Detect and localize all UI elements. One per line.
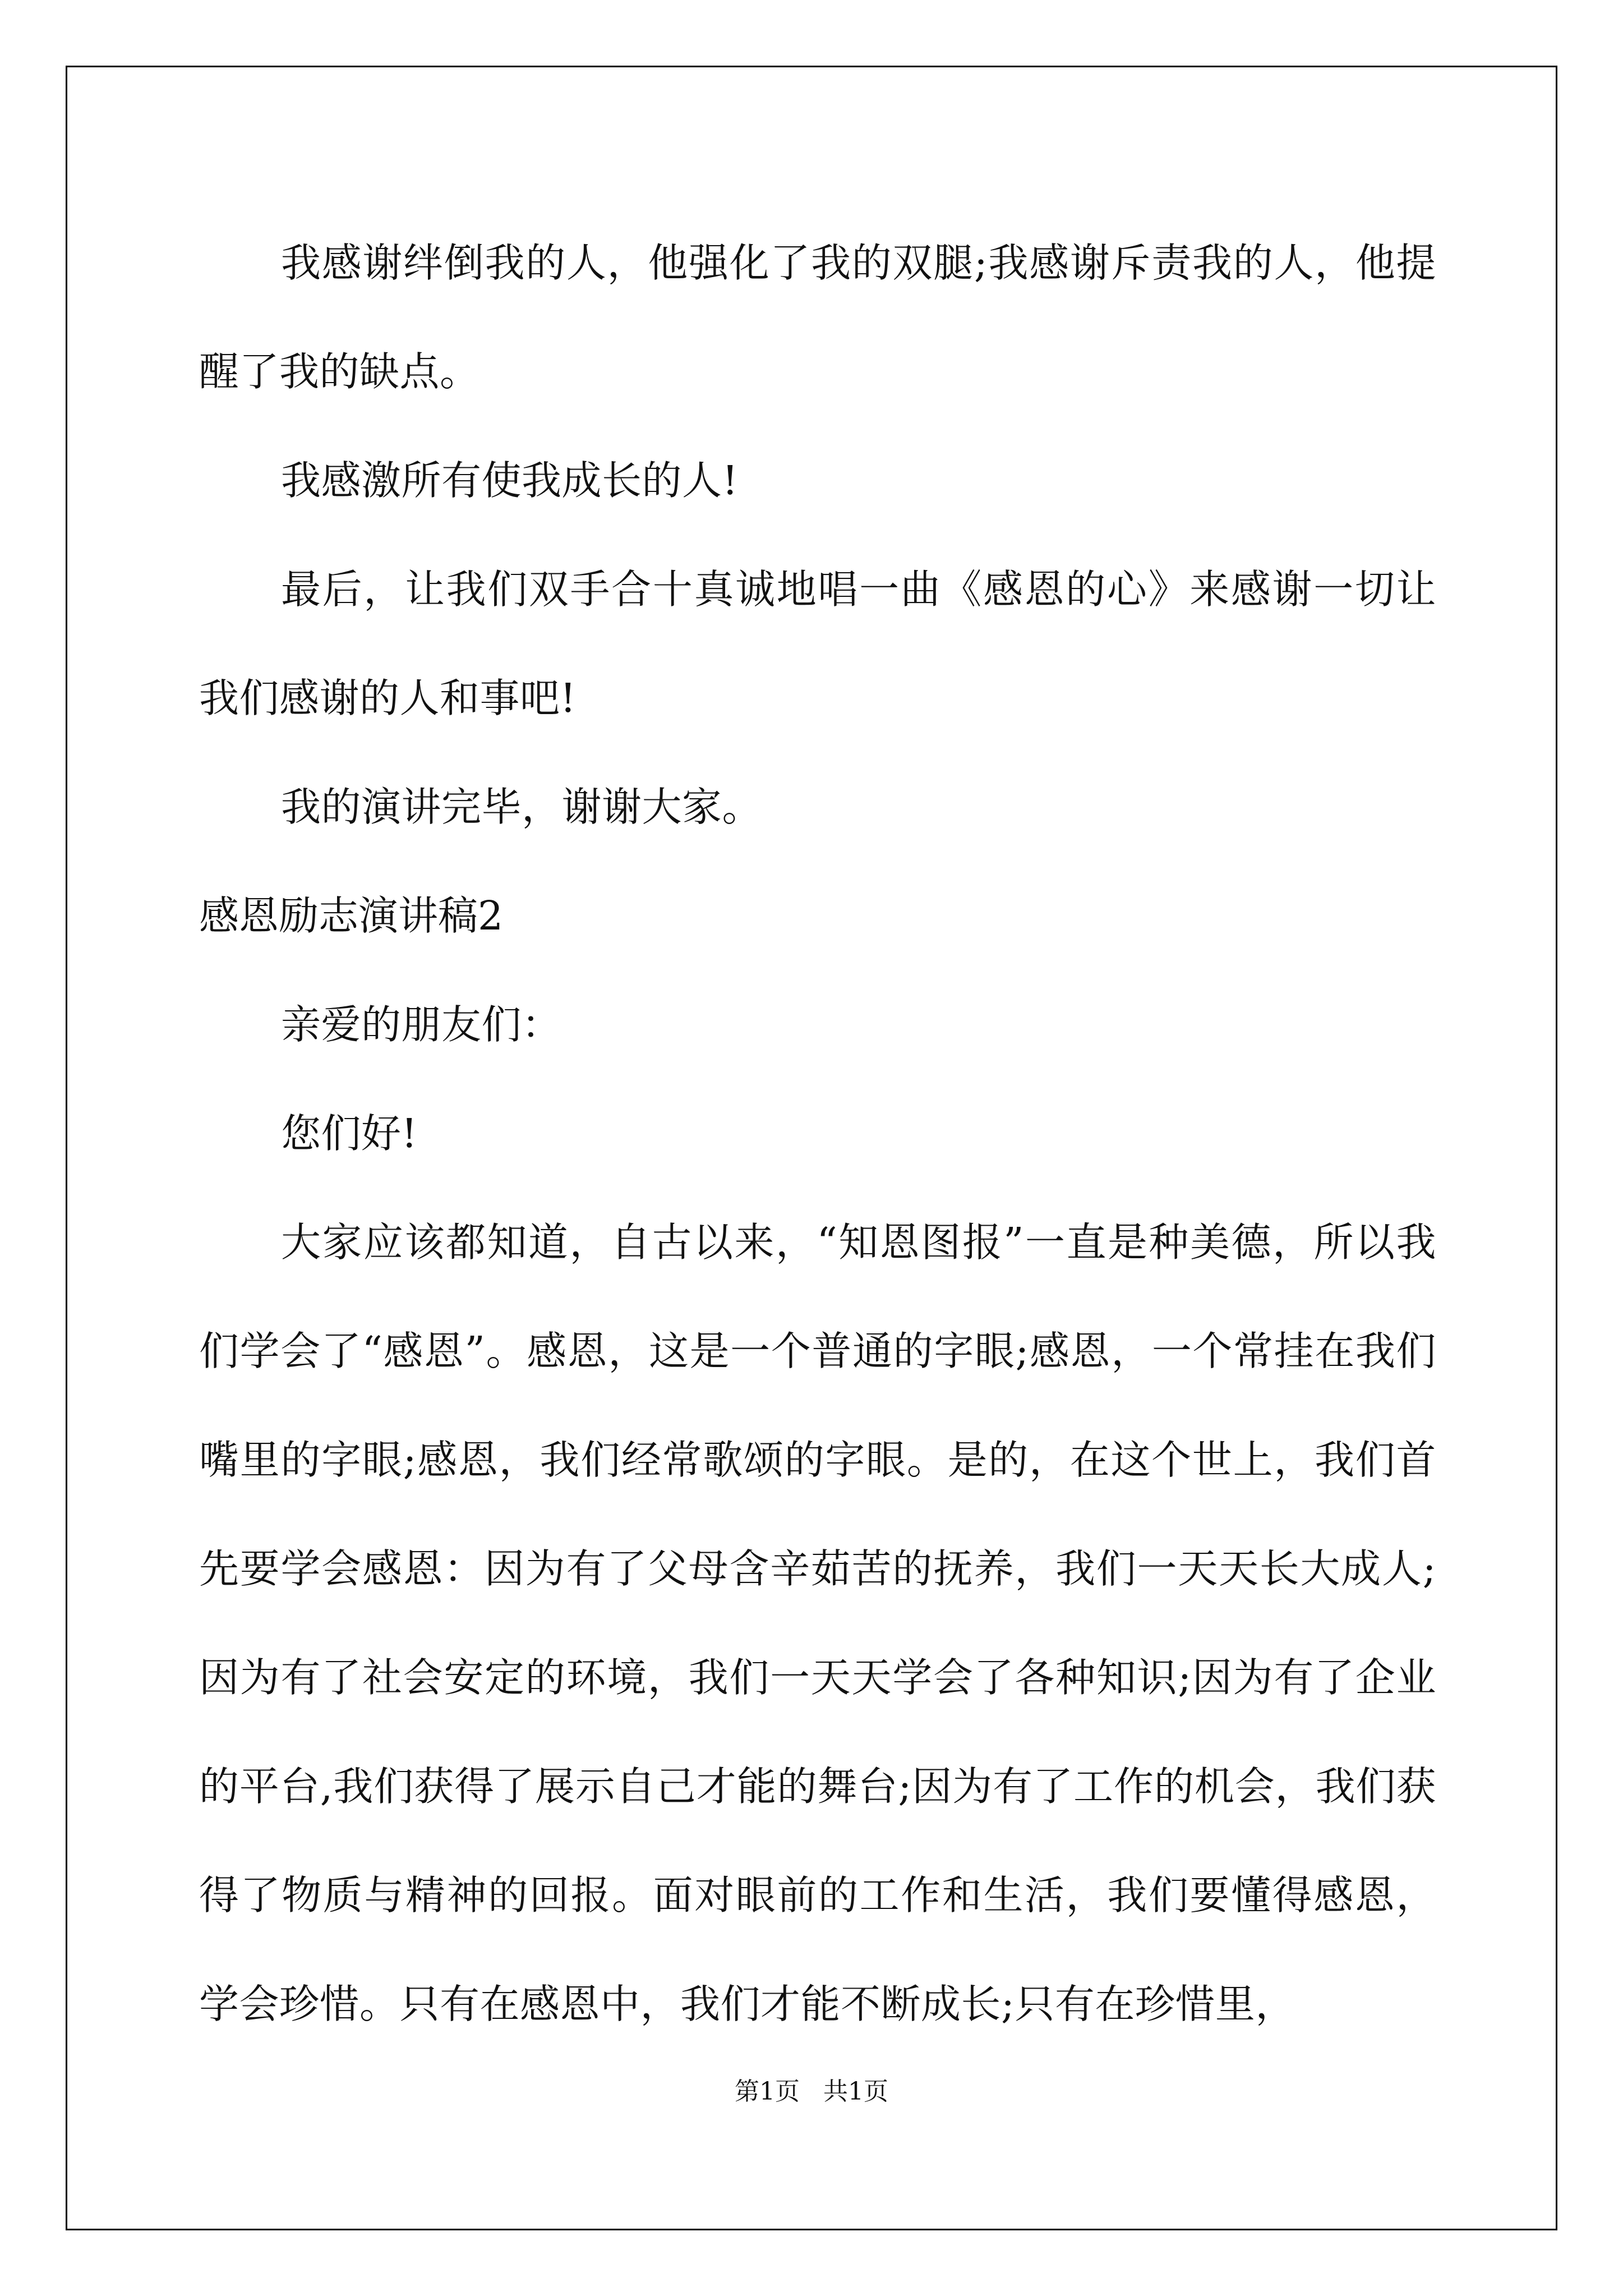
paragraph: 最后，让我们双手合十真诚地唱一曲《感恩的心》来感谢一切让我们感谢的人和事吧! <box>199 566 1436 721</box>
paragraph: 您们好! <box>281 1110 418 1157</box>
paragraph: 我的演讲完毕，谢谢大家。 <box>281 784 763 830</box>
paragraph: 亲爱的朋友们： <box>281 1001 562 1048</box>
section-heading: 感恩励志演讲稿2 <box>199 892 504 939</box>
document-body <box>199 209 1436 2059</box>
page-footer: 第1页 共1页 <box>735 2077 888 2106</box>
paragraph: 大家应该都知道，自古以来，“知恩图报”一直是种美德，所以我们学会了“感恩”。感恩，这是一个普通的字眼;感恩，一个常挂在我们嘴里的字眼;感恩，我们经常歌颂的字眼。是的，在这个世上，我们首先要学会感恩：因为有了父母含辛茹苦的抚养，我们一天天长大成人;因为有了社会安定的环境，我们一天天学会了各种知识;因为有了企业的平台,我们获得了展示自己才能的舞台;因为有了工作的机会，我们获得了物质与精神的回报。面对眼前的工作和生活，我们要懂得感恩，学会珍惜。只有在感恩中，我们才能不断成长;只有在珍惜里， <box>199 1219 1436 2027</box>
paragraph: 我感谢绊倒我的人，他强化了我的双腿;我感谢斥责我的人，他提醒了我的缺点。 <box>199 240 1436 395</box>
paragraph: 我感激所有使我成长的人! <box>281 457 739 504</box>
